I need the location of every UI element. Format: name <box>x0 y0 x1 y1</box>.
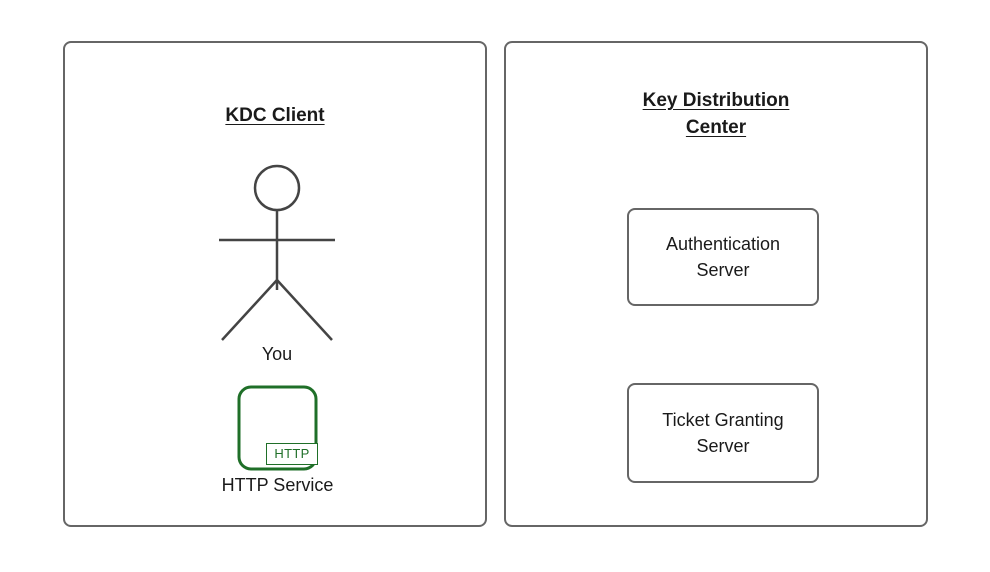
panel-kdc-title-line1: Key Distribution <box>642 90 790 111</box>
panel-kdc-client <box>63 41 487 527</box>
authentication-server-line1: Authentication <box>665 234 781 254</box>
panel-kdc-title <box>506 87 926 141</box>
authentication-server-box <box>627 208 819 306</box>
panel-key-distribution-center <box>504 41 928 527</box>
panel-kdc-title-line2: Center <box>685 117 747 138</box>
actor-you <box>206 162 348 362</box>
authentication-server-line2: Server <box>696 260 750 280</box>
panel-kdc-client-title: KDC Client <box>225 105 325 126</box>
actor-label: You <box>261 344 293 364</box>
ticket-granting-server-box <box>627 383 819 483</box>
ticket-granting-server-line1: Ticket Granting <box>662 410 784 430</box>
ticket-granting-server-label <box>662 407 783 459</box>
stick-figure-icon <box>206 162 348 362</box>
http-service-node <box>221 383 334 495</box>
authentication-server-label <box>666 231 780 283</box>
ticket-granting-server-line2: Server <box>696 436 750 456</box>
http-badge: HTTP <box>266 443 318 465</box>
http-service-label: HTTP Service <box>221 475 334 495</box>
